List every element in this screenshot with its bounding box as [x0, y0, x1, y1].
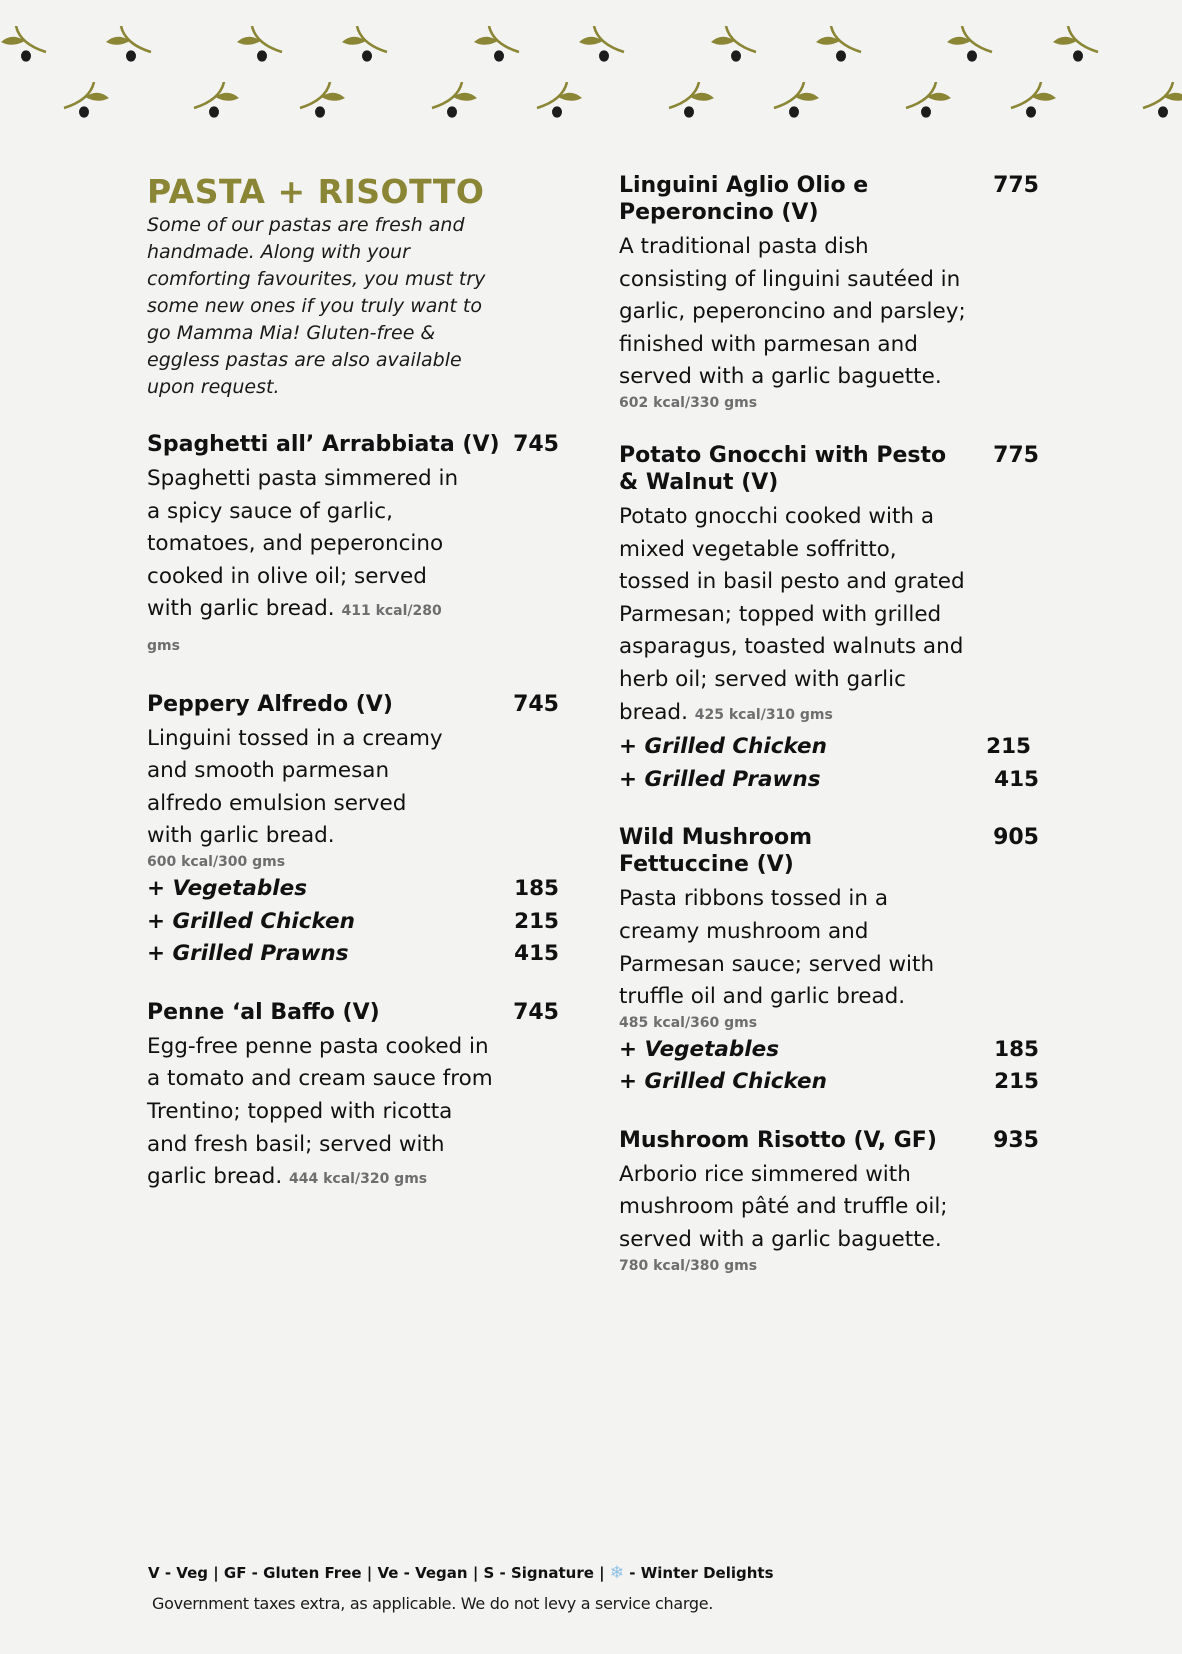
item-description: Pasta ribbons tossed in a creamy mushroom and Parmesan sauce; served with truffle oil and garlic bread. — [619, 886, 935, 1010]
olive-branch-icon — [578, 26, 638, 66]
olive-branch-icon — [997, 82, 1057, 122]
item-description: Spaghetti pasta simmered in a spicy sauce of garlic, tomatoes, and peperoncino cooked in olive oil; served with garlic bread. — [147, 466, 459, 622]
olive-branch-icon — [1052, 26, 1112, 66]
item-price: 745 — [513, 691, 559, 717]
item-description: Arborio rice simmered with mushroom pâté and truffle oil; served with a garlic baguette. — [619, 1161, 948, 1253]
item-name: Penne ‘al Baffo (V) — [147, 999, 380, 1025]
addon-name: + Grilled Chicken — [619, 734, 827, 760]
olive-branch-icon — [180, 82, 240, 122]
addon-price: 215 — [994, 1069, 1039, 1095]
addon-row — [147, 906, 559, 939]
olive-branch-icon — [710, 26, 770, 66]
olive-branch-icon — [1129, 82, 1182, 122]
menu-item — [147, 431, 559, 663]
olive-branch-icon — [0, 26, 60, 66]
menu-item — [147, 691, 559, 971]
olive-branch-icon — [50, 82, 110, 122]
olive-branch-icon — [473, 26, 533, 66]
menu-item — [619, 172, 1039, 414]
menu-item — [619, 1127, 1039, 1277]
section-title: PASTA + RISOTTO — [147, 172, 485, 211]
addon-name: + Grilled Chicken — [619, 1069, 827, 1095]
addon-name: + Grilled Prawns — [619, 766, 821, 792]
item-price: 905 — [993, 825, 1039, 851]
addon-name: + Grilled Prawns — [147, 941, 349, 967]
addon-price: 185 — [514, 875, 559, 901]
item-kcal: 411 kcal/280 gms — [147, 603, 442, 654]
olive-decoration-band — [0, 0, 1182, 140]
item-description: A traditional pasta dish consisting of linguini sautéed in garlic, peperoncino and parsley; finished with parmesan and served with a garlic baguette. — [619, 234, 966, 390]
olive-branch-icon — [341, 26, 401, 66]
menu-item — [619, 442, 1039, 796]
olive-branch-icon — [815, 26, 875, 66]
legend-text-winter: - Winter Delights — [624, 1564, 774, 1582]
menu-item — [147, 999, 559, 1196]
item-description: Linguini tossed in a creamy and smooth parmesan alfredo emulsion served with garlic bread. — [147, 725, 443, 849]
item-kcal: 425 kcal/310 gms — [694, 706, 833, 723]
item-name: Spaghetti all’ Arrabbiata (V) — [147, 432, 500, 457]
item-price: 745 — [513, 432, 559, 457]
olive-branch-icon — [105, 26, 165, 66]
item-kcal: 444 kcal/320 gms — [289, 1171, 428, 1188]
item-price: 775 — [993, 442, 1039, 468]
olive-branch-icon — [892, 82, 952, 122]
olive-branch-icon — [655, 82, 715, 122]
tax-note: Government taxes extra, as applicable. We do not levy a service charge. — [152, 1594, 714, 1613]
item-price: 935 — [993, 1127, 1039, 1153]
addon-row — [619, 731, 1031, 764]
item-description: Potato gnocchi cooked with a mixed vegetable soffritto, tossed in basil pesto and grated Parmesan; topped with grilled asparagus, toasted walnuts and herb oil; served with garlic bread. — [619, 503, 965, 725]
item-kcal: 780 kcal/380 gms — [619, 1257, 758, 1274]
item-name: Peppery Alfredo (V) — [147, 691, 393, 717]
menu-column-right — [619, 172, 1039, 1305]
item-kcal: 600 kcal/300 gms — [147, 853, 286, 870]
addon-price: 185 — [994, 1036, 1039, 1062]
olive-branch-icon — [418, 82, 478, 122]
olive-branch-icon — [523, 82, 583, 122]
olive-branch-icon — [760, 82, 820, 122]
addon-name: + Vegetables — [619, 1036, 780, 1062]
olive-branch-icon — [286, 82, 346, 122]
olive-branch-icon — [946, 26, 1006, 66]
addon-row — [619, 1034, 1039, 1067]
item-name: Linguini Aglio Olio e Peperoncino (V) — [619, 173, 869, 225]
addon-row — [147, 938, 559, 971]
addon-price: 215 — [514, 908, 559, 934]
item-kcal: 602 kcal/330 gms — [619, 394, 758, 411]
addon-row — [619, 1066, 1039, 1099]
item-name: Mushroom Risotto (V, GF) — [619, 1127, 937, 1153]
addon-row — [147, 873, 559, 906]
item-name: Potato Gnocchi with Pesto & Walnut (V) — [619, 442, 947, 495]
section-intro: Some of our pastas are fresh and handmade. Along with your comforting favourites, you must try some new ones if you truly want to go Mamma Mia! Gluten-free & eggless pastas are also available upon request. — [147, 214, 486, 398]
addon-name: + Grilled Chicken — [147, 908, 355, 934]
menu-item — [619, 824, 1039, 1099]
addon-price: 415 — [514, 941, 559, 967]
addon-name: + Vegetables — [147, 875, 308, 901]
addon-row — [619, 764, 1039, 797]
addon-price: 415 — [994, 766, 1039, 792]
item-price: 745 — [513, 999, 559, 1025]
legend-text: V - Veg | GF - Gluten Free | Ve - Vegan | S - Signature | — [148, 1564, 610, 1582]
addon-price: 215 — [986, 734, 1031, 760]
menu-footer — [148, 1561, 848, 1616]
item-name: Wild Mushroom Fettuccine (V) — [619, 825, 813, 878]
item-price: 775 — [993, 173, 1039, 198]
menu-column-left — [147, 172, 559, 1224]
item-description: Egg-free penne pasta cooked in a tomato and cream sauce from Trentino; topped with ricotta and fresh basil; served with garlic bread. — [147, 1033, 493, 1190]
olive-branch-icon — [236, 26, 296, 66]
snowflake-icon: ❄ — [609, 1563, 625, 1583]
dietary-legend — [148, 1561, 848, 1585]
item-kcal: 485 kcal/360 gms — [619, 1014, 758, 1031]
